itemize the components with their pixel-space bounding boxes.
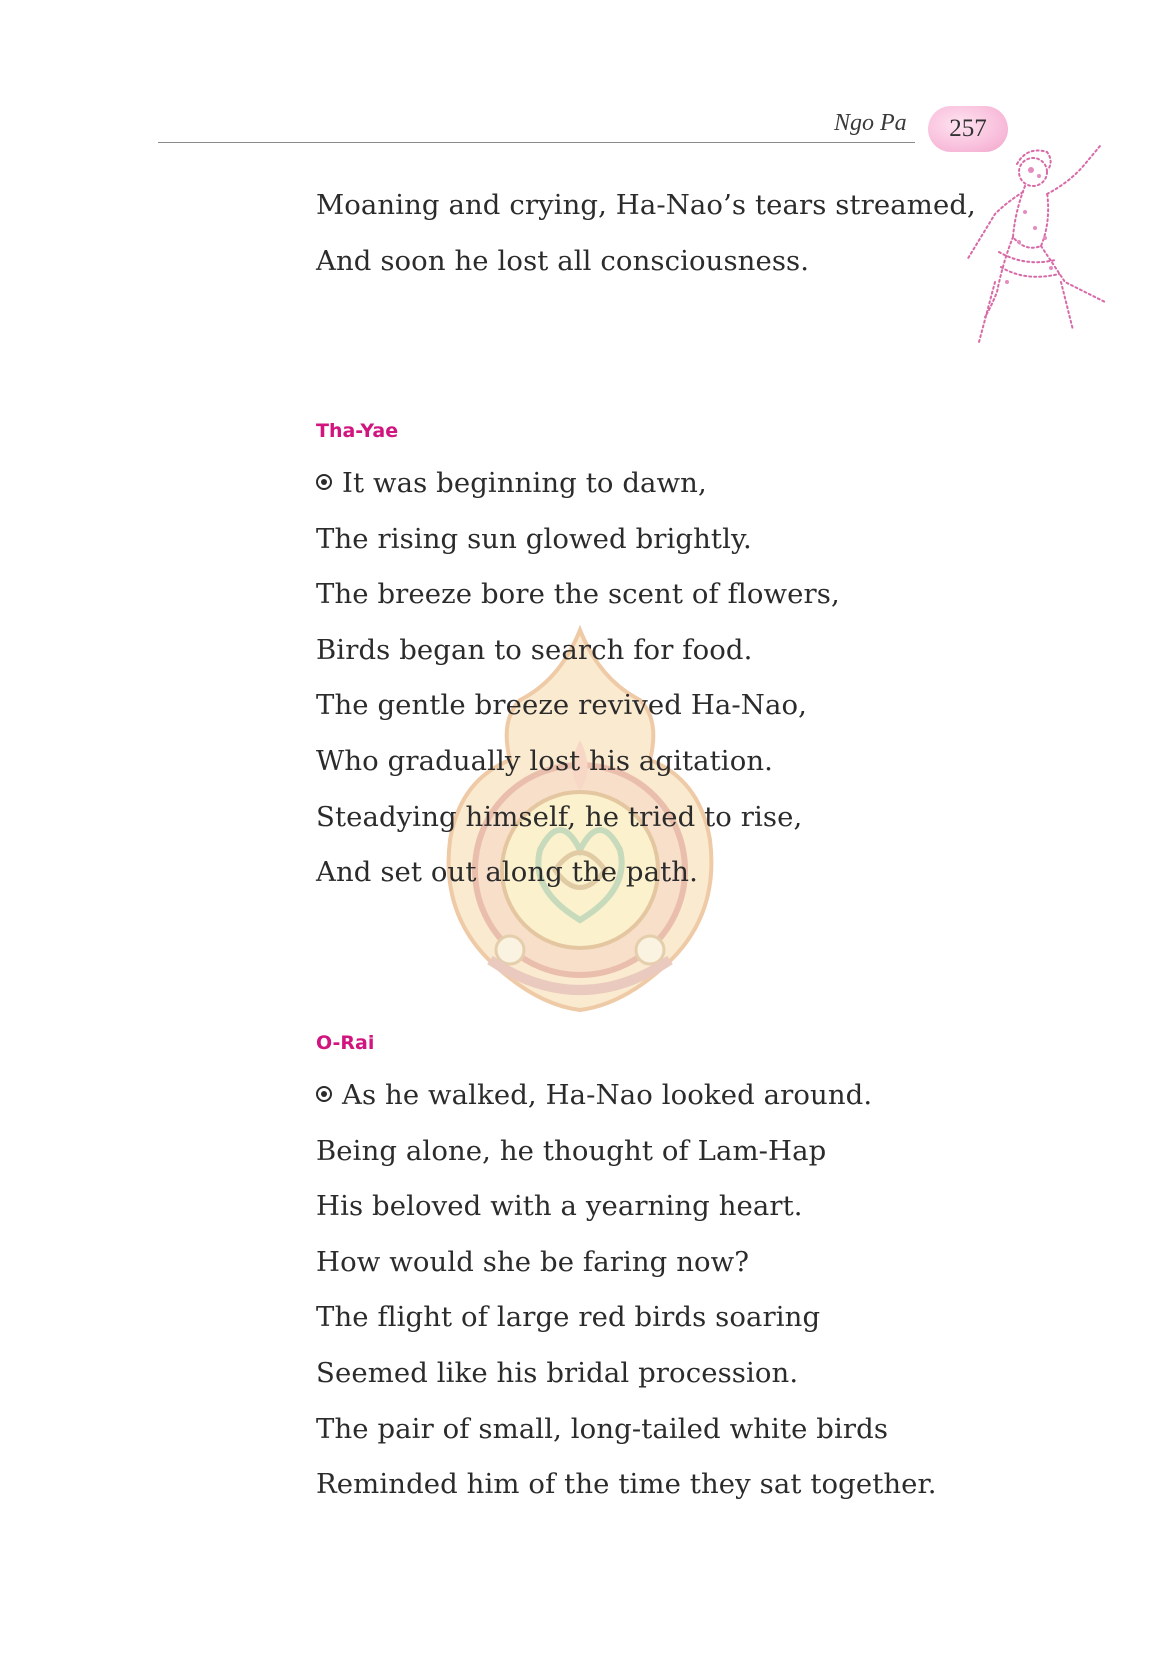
verse-line: Being alone, he thought of Lam-Hap	[316, 1134, 827, 1167]
page-number: 257	[949, 115, 987, 142]
verse-line: Who gradually lost his agitation.	[316, 744, 774, 777]
verse-line: How would she be faring now?	[316, 1245, 750, 1278]
verse-line	[316, 1068, 937, 1124]
verse-line: And soon he lost all consciousness.	[316, 244, 810, 277]
circle-bullet-icon	[316, 474, 332, 490]
verse-line: The gentle breeze revived Ha-Nao,	[316, 689, 807, 722]
verse-line: The pair of small, long-tailed white birds	[316, 1412, 889, 1445]
section-heading-o-rai: O-Rai	[316, 1032, 375, 1054]
verse-line: Birds began to search for food.	[316, 633, 753, 666]
section-heading-tha-yae: Tha-Yae	[316, 420, 399, 442]
verse-line: And set out along the path.	[316, 856, 698, 889]
verse-line: Steadying himself, he tried to rise,	[316, 800, 803, 833]
verse-line: The breeze bore the scent of flowers,	[316, 578, 840, 611]
verse-section-tha-yae	[316, 456, 840, 901]
verse-section-o-rai	[316, 1068, 937, 1513]
verse-line-text: As he walked, Ha-Nao looked around.	[342, 1079, 873, 1111]
verse-section-continuation	[316, 178, 976, 289]
verse-line: The rising sun glowed brightly.	[316, 522, 752, 555]
verse-line-text: It was beginning to dawn,	[342, 467, 707, 499]
running-title: Ngo Pa	[834, 110, 907, 136]
header-rule	[158, 142, 915, 143]
dancer-illustration-icon	[955, 142, 1115, 347]
verse-line: The flight of large red birds soaring	[316, 1301, 821, 1334]
verse-line	[316, 456, 840, 512]
verse-line: Seemed like his bridal procession.	[316, 1356, 799, 1389]
verse-line: Moaning and crying, Ha-Nao’s tears streamed,	[316, 189, 976, 221]
verse-line: Reminded him of the time they sat together.	[316, 1468, 937, 1501]
verse-line: His beloved with a yearning heart.	[316, 1190, 803, 1223]
circle-bullet-icon	[316, 1086, 332, 1102]
